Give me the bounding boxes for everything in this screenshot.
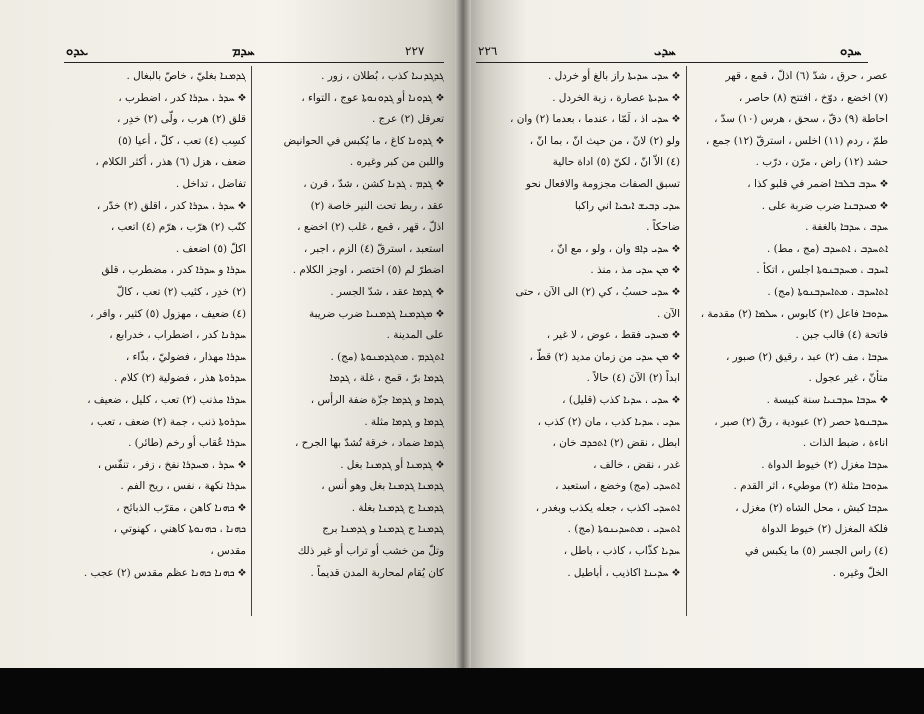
entry-line: ܓܕܡܢܐ ج ܓܕܡܢܐ و ܓܕܡܢܐ برج — [322, 523, 444, 536]
right-page-inner-column — [484, 66, 680, 584]
left-page-inner-column — [256, 66, 444, 584]
entry-line: احاطة (٩) دقّ ، سحق ، هرس (١٠) سدّ ، — [714, 113, 888, 126]
entry-line: حشد (١٢) راض ، مرّن ، درّب . — [755, 156, 888, 169]
entry-line: ܓܕܡܐ و ܓܕܡܐ مثلة . — [364, 415, 444, 428]
entry-line: (٤) راس الجسر (٥) ما يكبس في — [745, 545, 888, 558]
entry-line: ܐܬܓܕܡ ، ܡܬܓܕܡܢܘܬܐ (مج) . — [330, 350, 444, 363]
entry-line: ❖ ܡܢ ܚܕܝ من زمان مديد (٢) قطّ ، — [529, 350, 680, 363]
entry-line: ܐܬܚܕܝ (مج) وخضع ، استعبد ، — [555, 480, 680, 493]
entry-line: ❖ ܚܕܝ اذ ، لَمّا ، عندما ، بعدما (٢) وان ، — [510, 113, 680, 126]
entry-line: ܚܕܒܐ كبش ، محل الشاه (٢) مغزل ، — [735, 501, 888, 514]
entry-line: فاتحة (٤) قالب جبن . — [795, 329, 888, 342]
entry-line: الآن . — [656, 307, 680, 320]
entry-line: ܟܗܢܐ ، ܟܗܢܘܬܐ كاهني ، كهنوتي ، — [113, 523, 246, 536]
entry-line: ❖ ܡܓܕܡܢܐ ܓܕܡܢܝܐ ضرب ضريبة — [309, 307, 444, 320]
entry-line: ❖ ܚܕܪ ، ܡܚܕܪܐ نفخ ، زفر ، تنفّس ، — [97, 458, 246, 471]
entry-line: كنّب (٢) هرّب ، هرّم (٤) اتعب ، — [110, 221, 246, 234]
entry-line: ❖ ܓܕܡܐ عقد ، شدّ الجسر . — [330, 285, 444, 298]
entry-line: ܚܕܪܘܬܐ ذنب ، جمة (٢) ضعف ، تعب ، — [90, 415, 246, 428]
left-page-number: ٢٢٧ — [405, 44, 425, 58]
right-page-inner-headword: ܚܕܝ — [654, 44, 676, 59]
entry-line: ܐܬܐܚܕܒ ، ܡܬܐܚܕܒܢܘܬܐ (مج) . — [767, 285, 888, 298]
entry-line: قلق (٢) هرب ، ولّى (٢) خدِر ، — [116, 113, 246, 126]
entry-line: ܓܕܡܢܐ بغليّ ، خاصّ بالبغال . — [126, 70, 246, 82]
entry-line: ابداً (٢) الآنَ (٤) حالاً . — [586, 372, 680, 385]
left-page-header-rule — [64, 62, 444, 63]
entry-line: ❖ ܚܕܒ ܒܠܒܐ اضمر في قلبو كذا ، — [747, 177, 888, 190]
entry-line: الخلّ وغيره . — [832, 566, 888, 579]
entry-line: تعرقل (٢) عرج . — [371, 113, 444, 126]
entry-line: ❖ ܓܕܡܢܐ أو ܓܕܡܢܐ بغل . — [340, 458, 444, 471]
entry-line: اكلّ (٥) اضعف . — [175, 242, 246, 255]
entry-line: تسبق الصفات مجزومة والافعال نحو — [525, 177, 680, 190]
entry-line: ܓܕܡܐ و ܓܕܡܐ جزّة ضفة الرأس ، — [310, 393, 444, 406]
entry-line: ❖ ܚܕܝ حسبُ ، كي (٢) الى الآن ، حتى — [515, 285, 680, 298]
entry-line: وتلّ من خشب أو تراب أو غير ذلك — [297, 545, 444, 558]
entry-line: على المدينة . — [386, 329, 444, 342]
left-page-outer-headword: ܥܕܘ — [66, 44, 89, 59]
left-page-inner-headword: ܚܕܡ — [232, 44, 255, 59]
entry-line: ❖ ܓܕܘܢܐ كاغ ، ما يُكبس في الحوانيض — [283, 134, 444, 147]
entry-line: ❖ ܚܕܝ ܚܕܝܬܐ راز بالغ أو خردل . — [547, 70, 680, 82]
entry-line: ❖ ܡܚܕܒܢܐ ضرب ضربة على . — [761, 199, 888, 212]
entry-line: ܚܕܒܐ ، مف (٢) عبد ، رقيق (٢) صبور ، — [726, 350, 888, 363]
entry-line: كان يُقام لمحاربة المدن قديماً . — [310, 566, 444, 579]
entry-line: ❖ ܓܕܘܢܐ أو ܓܕܘܢܘܬܐ عوج ، التواء ، — [301, 91, 444, 104]
entry-line: ❖ ܡܚܕܝ فقط ، عوض ، لا غير ، — [546, 329, 680, 342]
entry-line: ܚܕܒܐ مغزل (٢) خيوط الدواة . — [761, 458, 888, 471]
entry-line: ❖ ܚܕܪ ، ܚܕܪܐ كدر ، اقلق (٢) خدّر ، — [96, 199, 246, 212]
entry-line: (٤) الاّ انّ ، لكنّ (٥) اداة حالية — [552, 156, 680, 169]
entry-line: (٢) خدِر ، كئيب (٢) تعب ، كالّ — [116, 285, 246, 298]
entry-line: ܓܕܡܐ ضماد ، خرقة تُشدّ بها الجرح ، — [294, 437, 444, 450]
entry-line: ܚܕܪܘܬܐ هذر ، فضولية (٢) كلام . — [113, 372, 246, 385]
entry-line: ܚܕܪܐ و ܚܕܪܐ كدر ، مضطرب ، قلق — [101, 264, 246, 277]
entry-line: ❖ ܚܕܝ ܕܐܦ وان ، ولو ، مع انّ ، — [550, 242, 680, 255]
right-page — [462, 0, 924, 668]
entry-line: ܓܕܡܢܐ ج ܓܕܡܢܐ بغلة . — [351, 501, 444, 514]
entry-line: ܓܕܡܐ برّ ، قمح ، غلة ، ܓܕܡܐ — [329, 372, 444, 385]
entry-line: ܚܕܘܒܐ فاعل (٢) كابوس ، ܚܠܡܐ (٢) مقدمة ، — [700, 307, 888, 320]
right-page-number: ٢٢٦ — [478, 44, 498, 58]
entry-line: طمّ ، ردم (١١) اخلس ، استرقّ (١٢) جمع ، — [705, 134, 888, 147]
entry-line: فلكة المغزل (٢) خيوط الدواة — [761, 523, 888, 536]
entry-line: اناءة ، ضبط الذات . — [802, 437, 888, 450]
scanner-edge — [0, 668, 924, 714]
entry-line: ابطل ، نقض (٢) ܐܬܟܕܒ خان ، — [552, 437, 680, 450]
right-page-column-rule — [686, 66, 687, 616]
entry-line: ܓܕܓܕܢܝܐ كذب ، بُطلان ، زور . — [321, 70, 444, 82]
entry-line: كسِب (٤) تعب ، كلّ ، أعيا (٥) — [118, 134, 246, 147]
entry-line: ❖ ܓܕܡ ، ܓܕܢܐ كشن ، شدّ ، قرن ، — [303, 177, 444, 190]
entry-line: ܐܬܚܕܒ ، ܐܬܚܕܒ (مج ، مط) . — [766, 242, 888, 255]
entry-line: ❖ ܚܕܝ ، ܚܕܝܐ كذب (قليل) ، — [562, 393, 680, 406]
entry-line: ܐܬܚܕܝ ، ܡܬܚܕܝܢܘܬܐ (مج) . — [567, 523, 680, 536]
right-page-header-rule — [476, 62, 868, 63]
left-page-outer-column — [50, 66, 246, 584]
left-page-column-rule — [251, 66, 252, 616]
entry-line: ܚܕܪܢܐ كدر ، اضطراب ، خدرابع ، — [109, 329, 246, 342]
entry-line: ❖ ܟܗܢܐ كاهن ، مقرّب الذبائح ، — [116, 501, 246, 514]
entry-line: اضطرّ لم (٥) اختصر ، اوجز الكلام . — [292, 264, 444, 277]
entry-line: ܓܕܡܢܐ ܓܕܡܢܐ بغل وهو أنس ، — [321, 480, 444, 493]
entry-line: ܚܕܒܢܘܬܐ حصر (٢) عبودية ، رقّ (٢) صبر ، — [714, 415, 888, 428]
right-page-outer-column — [692, 66, 888, 584]
entry-line: ܚܕܪܐ مذنب (٢) تعب ، كليل ، ضعيف ، — [87, 393, 246, 406]
entry-line: ܚܕܘܒܐ مثلة (٢) موطيء ، اثر القدم . — [733, 480, 888, 493]
entry-line: ܐܚܕܒ ، ܡܚܕܒܢܘܬܐ اجلس ، اتكأ . — [756, 264, 888, 277]
entry-line: ضعف ، هزل (٦) هذر ، أكثر الكلام ، — [95, 156, 246, 169]
entry-line: تفاضل ، تداخل . — [175, 177, 246, 190]
entry-line: ولو (٢) لانّ ، من حيث انّ ، بما انّ ، — [529, 134, 680, 147]
entry-line: ❖ ܚܕܝܢܐ اكاذيب ، أباطيل . — [567, 566, 680, 579]
book-gutter — [455, 0, 471, 668]
entry-line: ܚܕܪܐ نكهة ، نفس ، ريح الفم . — [120, 480, 246, 493]
entry-line: عصر ، حرق ، شدّ (٦) اذلّ ، قمع ، قهر — [725, 70, 888, 82]
entry-line: واللبن من كبر وغيره . — [349, 156, 444, 169]
entry-line: مقدس ، — [210, 545, 246, 558]
entry-line: ❖ ܚܕܪ ، ܚܕܪܐ كدر ، اضطرب ، — [118, 91, 246, 104]
entry-line: متأنّ ، غير عجول . — [808, 372, 888, 385]
entry-line: (٤) ضعيف ، مهزول (٥) كثير ، وافر ، — [90, 307, 246, 320]
entry-line: غدر ، نقض ، خالف ، — [593, 458, 680, 471]
entry-line: عقد ، ربط تحت النير خاصة (٢) — [310, 199, 444, 212]
entry-line: ܚܕܝ ܕܒܝܫ ܐܝܟܝܐ اني راكبا — [574, 199, 680, 212]
entry-line: اذلّ ، قهر ، قمع ، غلب (٢) اخضع ، — [297, 221, 444, 234]
entry-line: (٧) اخضع ، دوّخ ، افتتح (٨) حاصر ، — [738, 91, 888, 104]
left-page — [0, 0, 462, 668]
entry-line: ❖ ܚܕܒܐ ܚܕܒܢܝܐ سنة كبيسة . — [766, 393, 888, 406]
right-page-outer-headword: ܚܕܘ — [840, 44, 862, 59]
entry-line: ❖ ܚܕܝܬܐ عصارة ، زبة الخردل . — [552, 91, 680, 104]
entry-line: ܚܕܝ ، ܚܕܝܐ كذب ، مان (٢) كذب ، — [537, 415, 680, 428]
entry-line: ܚܕܝܐ كذّاب ، كاذب ، باطل ، — [563, 545, 680, 558]
entry-line: ܚܕܪܐ مهذار ، فضوليّ ، بذّاء ، — [125, 350, 246, 363]
entry-line: استعبد ، استرقّ (٤) الزم ، اجبر ، — [303, 242, 444, 255]
entry-line: ܐܬܚܕܝ اكذب ، جعله يكذب وبغدر ، — [535, 501, 680, 514]
entry-line: ❖ ܟܗܢܐ ܟܗܢܐ عظم مقدس (٢) عجب . — [83, 566, 246, 579]
entry-line: ضاحكاً . — [646, 221, 680, 234]
entry-line: ܚܕܒ ، ܚܕܒܐ بالغفة . — [805, 221, 888, 234]
entry-line: ❖ ܡܢ ܚܕܝ مذ ، منذ . — [590, 264, 680, 277]
entry-line: ܚܕܪܐ عُقاب أو رخم (طائر) . — [128, 437, 246, 450]
